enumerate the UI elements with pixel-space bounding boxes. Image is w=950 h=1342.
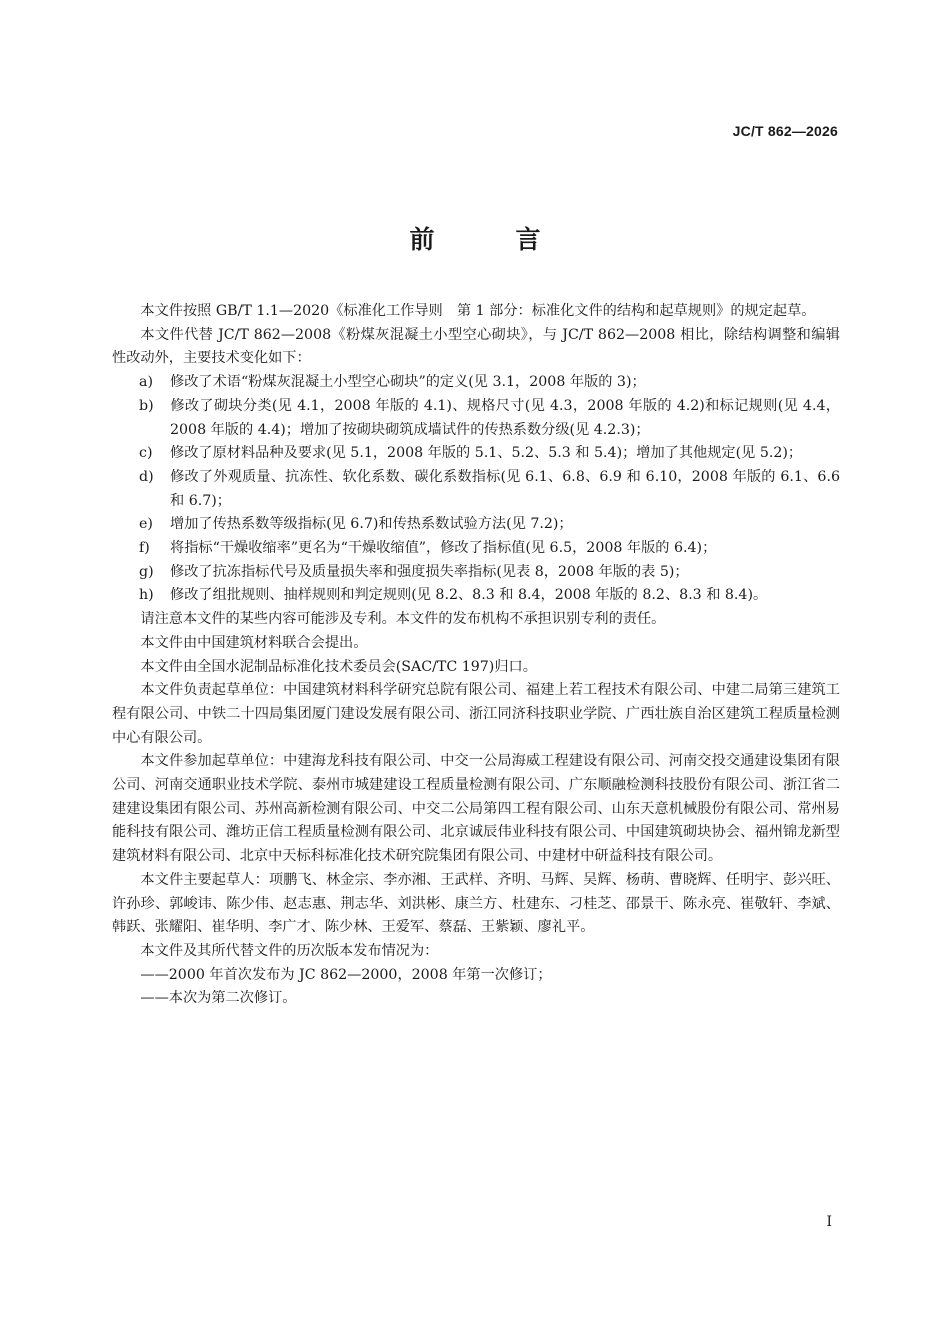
list-item-label: b) bbox=[139, 397, 154, 414]
list-item-label: c) bbox=[139, 445, 153, 462]
page-number: I bbox=[826, 1214, 832, 1230]
paragraph-participating-drafters: 本文件参加起草单位：中建海龙科技有限公司、中交一公局海威工程建设有限公司、河南交投交通建设集团有限公司、河南交通职业技术学院、泰州市城建建设工程质量检测有限公司、广东顺融检测科技股份有限公司、浙江省二建建设集团有限公司、苏州高新检测有限公司、中交二公局第四工程有限公司、山东天意机械股份有限公司、常州易能科技有限公司、潍坊正信工程质量检测有限公司、北京诚辰伟业科技有限公司、中国建筑砌块协会、福州锦龙新型建筑材料有限公司、北京中天标科标准化技术研究院集团有限公司、中建材中研益科技有限公司。 bbox=[112, 753, 840, 865]
list-item-label: d) bbox=[139, 468, 154, 485]
list-item bbox=[112, 442, 840, 466]
list-item-text: 修改了抗冻指标代号及质量损失率和强度损失率指标(见表 8，2008 年版的表 5)； bbox=[170, 563, 689, 580]
paragraph-proposer: 本文件由中国建筑材料联合会提出。 bbox=[140, 634, 368, 651]
history-item: ——本次为第二次修订。 bbox=[140, 990, 297, 1007]
paragraph-main-drafters: 本文件主要起草人：项鹏飞、林金宗、李亦湘、王武样、齐明、马辉、吴辉、杨萌、曹晓辉、任明宇、彭兴旺、许孙珍、郭峻讳、陈少伟、赵志惠、荆志华、刘洪彬、康兰方、杜建东、刁桂芝、邵景干、陈永亮、崔敬轩、李斌、韩跃、张耀阳、崔华明、李广才、陈少林、王爱军、蔡磊、王紫颖、廖礼平。 bbox=[112, 871, 840, 936]
history-item: ——2000 年首次发布为 JC 862—2000，2008 年第一次修订； bbox=[140, 966, 552, 983]
list-item bbox=[112, 513, 840, 537]
list-item bbox=[112, 466, 840, 513]
list-item bbox=[112, 584, 840, 608]
list-item-text: 修改了组批规则、抽样规则和判定规则(见 8.2、8.3 和 8.4，2008 年版的 8.2、8.3 和 8.4)。 bbox=[170, 587, 768, 604]
foreword-body bbox=[112, 300, 840, 1011]
list-item-text: 将指标“干燥收缩率”更名为“干燥收缩值”，修改了指标值(见 6.5，2008 年版的 6.4)； bbox=[170, 540, 717, 557]
list-item-text: 修改了砌块分类(见 4.1，2008 年版的 4.1)、规格尺寸(见 4.3，2008 年版的 4.2)和标记规则(见 4.4，2008 年版的 4.4)；增加了按砌块砌筑成墙试件的传热系数分级(见 4.2.3)； bbox=[170, 397, 840, 438]
list-item-label: g) bbox=[139, 563, 154, 580]
list-item bbox=[112, 371, 840, 395]
paragraph-lead-drafters: 本文件负责起草单位：中国建筑材料科学研究总院有限公司、福建上若工程技术有限公司、中建二局第三建筑工程有限公司、中铁二十四局集团厦门建设发展有限公司、浙江同济科技职业学院、广西壮族自治区建筑工程质量检测中心有限公司。 bbox=[112, 682, 840, 746]
paragraph-committee: 本文件由全国水泥制品标准化技术委员会(SAC/TC 197)归口。 bbox=[140, 658, 537, 675]
paragraph-replacement: 本文件代替 JC/T 862—2008《粉煤灰混凝土小型空心砌块》，与 JC/T 862—2008 相比，除结构调整和编辑性改动外，主要技术变化如下： bbox=[112, 326, 840, 367]
list-item-label: e) bbox=[139, 516, 153, 533]
list-item-label: a) bbox=[139, 374, 153, 391]
paragraph-history-intro: 本文件及其所代替文件的历次版本发布情况为： bbox=[140, 942, 439, 959]
paragraph-patent-notice: 请注意本文件的某些内容可能涉及专利。本文件的发布机构不承担识别专利的责任。 bbox=[140, 611, 666, 628]
list-item-text: 修改了原材料品种及要求(见 5.1，2008 年版的 5.1、5.2、5.3 和 5.4)；增加了其他规定(见 5.2)； bbox=[170, 445, 803, 462]
list-item-text: 修改了术语“粉煤灰混凝土小型空心砌块”的定义(见 3.1，2008 年版的 3)； bbox=[170, 374, 646, 391]
list-item-label: f) bbox=[139, 540, 150, 557]
list-item bbox=[112, 561, 840, 585]
list-item-text: 增加了传热系数等级指标(见 6.7)和传热系数试验方法(见 7.2)； bbox=[170, 516, 573, 533]
list-item-text: 修改了外观质量、抗冻性、软化系数、碳化系数指标(见 6.1、6.8、6.9 和 6.10，2008 年版的 6.1、6.6 和 6.7)； bbox=[170, 468, 840, 509]
page-title: 前 言 bbox=[409, 225, 569, 254]
standard-code: JC/T 862—2026 bbox=[732, 123, 838, 139]
paragraph-drafting-rule: 本文件按照 GB/T 1.1—2020《标准化工作导则 第 1 部分：标准化文件的结构和起草规则》的规定起草。 bbox=[140, 303, 816, 319]
list-item-label: h) bbox=[139, 587, 154, 604]
list-item bbox=[112, 395, 840, 442]
list-item bbox=[112, 537, 840, 561]
